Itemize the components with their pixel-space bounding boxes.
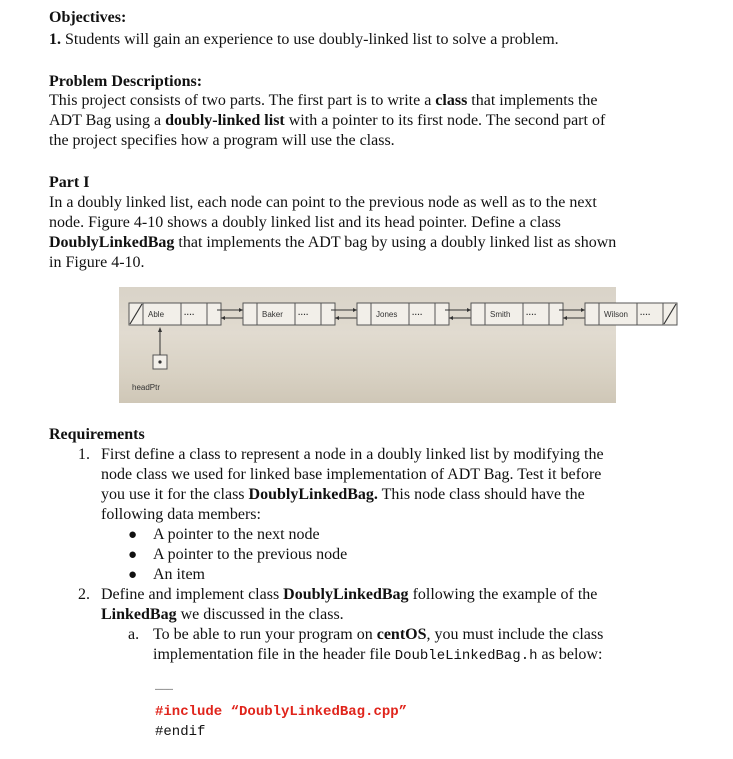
node-next-dots: ····	[298, 310, 309, 319]
problem-text: that implements the	[467, 92, 598, 109]
req2a-letter: a.	[128, 626, 140, 643]
arrowhead	[335, 316, 339, 320]
req2-number: 2.	[78, 586, 90, 603]
part1-heading: Part I	[49, 174, 90, 191]
node-name: Smith	[490, 310, 511, 319]
part1-line-3	[49, 233, 616, 253]
code-include-file: “DoublyLinkedBag.cpp”	[230, 704, 408, 720]
node-next-dots: ····	[184, 310, 195, 319]
requirements-heading: Requirements	[49, 426, 145, 443]
req1-number: 1.	[78, 446, 90, 463]
req2a-text: To be able to run your program on	[153, 626, 377, 643]
req2-line-2	[101, 605, 344, 625]
bullet-icon: ●	[128, 527, 138, 543]
req2a-text: , you must include the class	[426, 626, 604, 643]
problem-bold-class: class	[435, 92, 468, 109]
node-next-dots: ····	[526, 310, 537, 319]
part1-line-1: In a doubly linked list, each node can point to the previous node as well as to the next	[49, 194, 597, 211]
req2-line-1	[101, 585, 597, 605]
code-endif: #endif	[155, 724, 206, 740]
bullet-icon: ●	[128, 547, 138, 563]
problem-text: ADT Bag using a	[49, 112, 166, 129]
bullet-item: A pointer to the previous node	[153, 546, 348, 563]
req2a-text: implementation file in the header file	[153, 646, 395, 663]
req2-text: following the example of the	[408, 586, 598, 603]
arrowhead	[563, 316, 567, 320]
req2-class-name: DoublyLinkedBag	[283, 586, 409, 603]
arrowhead	[353, 308, 357, 312]
req2-text: we discussed in the class.	[176, 606, 344, 623]
arrowhead	[221, 316, 225, 320]
arrowhead	[449, 316, 453, 320]
req1-text: This node class should have the	[377, 486, 585, 503]
part1-text: that implements the ADT bag by using a doubly linked list as shown	[174, 234, 617, 251]
req2a-text: as below:	[537, 646, 603, 663]
part1-line-2: node. Figure 4-10 shows a doubly linked list and its head pointer. Define a class	[49, 214, 561, 231]
problem-line-1	[49, 91, 598, 111]
part1-line-4: in Figure 4-10.	[49, 254, 145, 271]
head-ptr-dot	[158, 360, 161, 363]
bullet-icon: ●	[128, 567, 138, 583]
node-name: Wilson	[604, 310, 629, 319]
req1-line-4: following data members:	[101, 506, 261, 523]
req2a-centos: centOS	[376, 626, 427, 643]
problem-bold-dll: doubly-linked list	[165, 112, 285, 129]
arrowhead	[158, 327, 162, 332]
problem-line-2	[49, 111, 605, 131]
bullet-item: An item	[153, 566, 205, 583]
node-name: Jones	[376, 310, 398, 319]
part1-class-name: DoublyLinkedBag	[49, 234, 175, 251]
problem-text: with a pointer to its first node. The second part of	[284, 112, 606, 129]
objectives-item-number: 1.	[49, 31, 61, 48]
req2-text: Define and implement class	[101, 586, 284, 603]
node-name: Baker	[262, 310, 283, 319]
arrowhead	[581, 308, 585, 312]
req2-linkedbag: LinkedBag	[101, 606, 177, 623]
req1-line-2: node class we used for linked base implementation of ADT Bag. Test it before	[101, 466, 602, 483]
code-ellipsis: ………	[155, 683, 174, 694]
code-include-keyword: #include	[155, 704, 231, 720]
problem-line-3: the project specifies how a program will use the class.	[49, 132, 395, 149]
objectives-item	[49, 30, 559, 50]
arrowhead	[467, 308, 471, 312]
node-next-dots: ····	[412, 310, 423, 319]
code-include-line	[155, 702, 407, 722]
req1-line-1: First define a class to represent a node in a doubly linked list by modifying the	[101, 446, 604, 463]
req1-class-name: DoublyLinkedBag.	[248, 486, 378, 503]
arrowhead	[239, 308, 243, 312]
req2a-line-1	[153, 625, 603, 645]
problem-heading: Problem Descriptions:	[49, 73, 203, 90]
node-next-dots: ····	[640, 310, 651, 319]
bullet-item: A pointer to the next node	[153, 526, 320, 543]
req1-text: you use it for the class	[101, 486, 249, 503]
figure-diagram	[119, 287, 651, 403]
node-name: Able	[148, 310, 165, 319]
figure-doubly-linked-list	[119, 287, 651, 403]
req1-line-3	[101, 485, 585, 505]
head-ptr-label: headPtr	[132, 383, 161, 392]
objectives-item-text: Students will gain an experience to use doubly-linked list to solve a problem.	[61, 31, 559, 48]
problem-text: This project consists of two parts. The first part is to write a	[49, 92, 436, 109]
req2a-header-file: DoubleLinkedBag.h	[394, 648, 538, 664]
objectives-heading: Objectives:	[49, 9, 127, 26]
req2a-line-2	[153, 645, 602, 666]
